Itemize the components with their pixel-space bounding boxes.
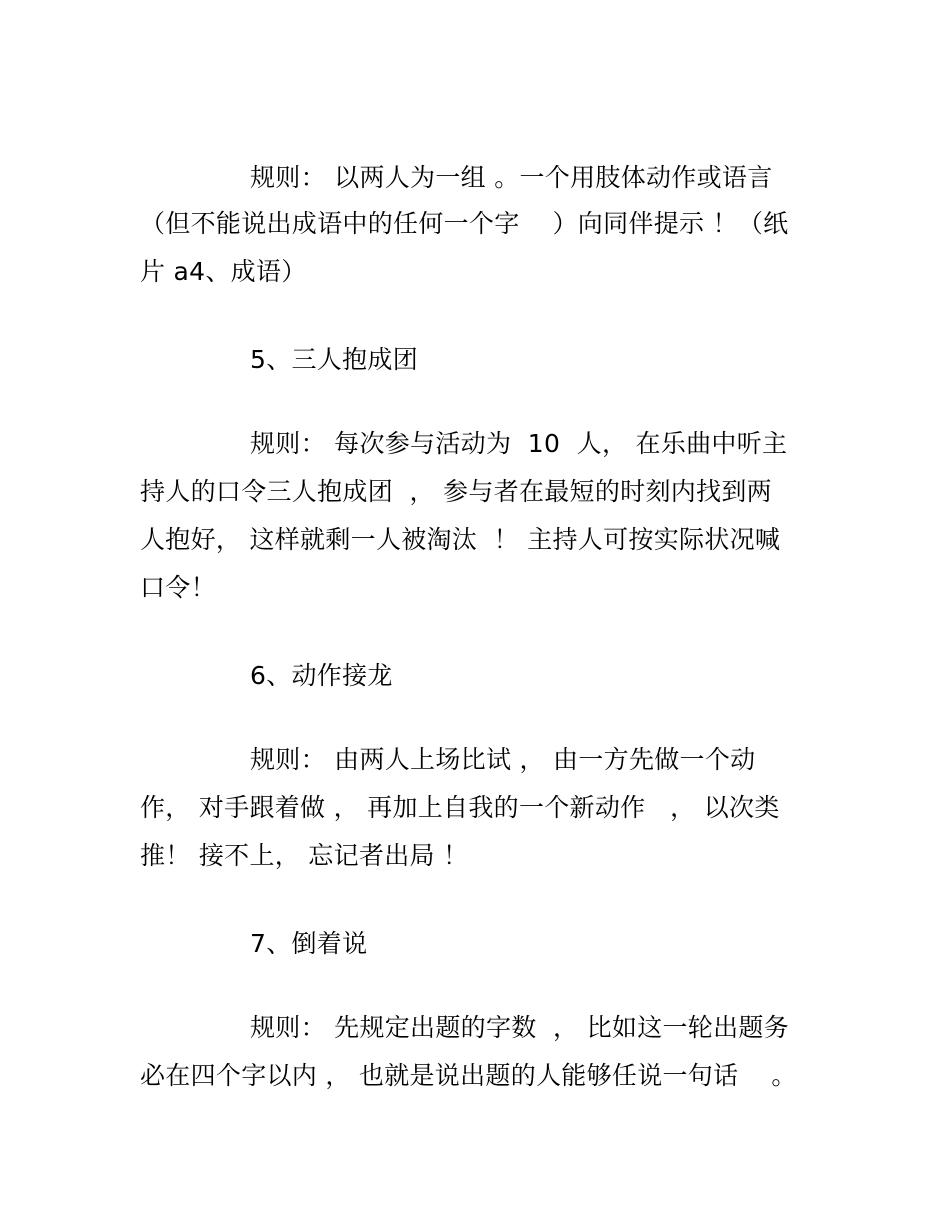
rule-7-line-2: 必在四个字以内 ， 也就是说出题的人能够任说一句话 。 <box>140 1061 797 1090</box>
rule-5-line-3: 人抱好， 这样就剩一人被淘汰 ！ 主持人可按实际状况喊 <box>140 525 781 554</box>
rule-5-line-2: 持人的口令三人抱成团 ， 参与者在最短的时刻内找到两 <box>140 477 772 506</box>
rule-6-line-3: 推！ 接不上， 忘记者出局 ！ <box>140 841 469 870</box>
rule-5-line-1: 规则： 每次参与活动为 10 人， 在乐曲中听主 <box>250 429 788 458</box>
rule-4-line-2: （但不能说出成语中的任何一个字 ）向同伴提示 ！（纸 <box>140 209 789 238</box>
rule-7-line-1: 规则： 先规定出题的字数 ， 比如这一轮出题务 <box>250 1013 789 1042</box>
section-heading-5: 5、三人抱成团 <box>250 345 419 374</box>
section-heading-6: 6、动作接龙 <box>250 661 393 690</box>
rule-6-line-1: 规则： 由两人上场比试 ， 由一方先做一个动 <box>250 745 756 774</box>
rule-4-line-3: 片 a4、成语） <box>140 257 307 286</box>
rule-4-line-1: 规则： 以两人为一组 。一个用肢体动作或语言 <box>250 163 773 192</box>
rule-5-line-4: 口令！ <box>140 573 216 602</box>
rule-6-line-2: 作， 对手跟着做 ， 再加上自我的一个新动作 ， 以次类 <box>140 793 780 822</box>
section-heading-7: 7、倒着说 <box>250 929 368 958</box>
